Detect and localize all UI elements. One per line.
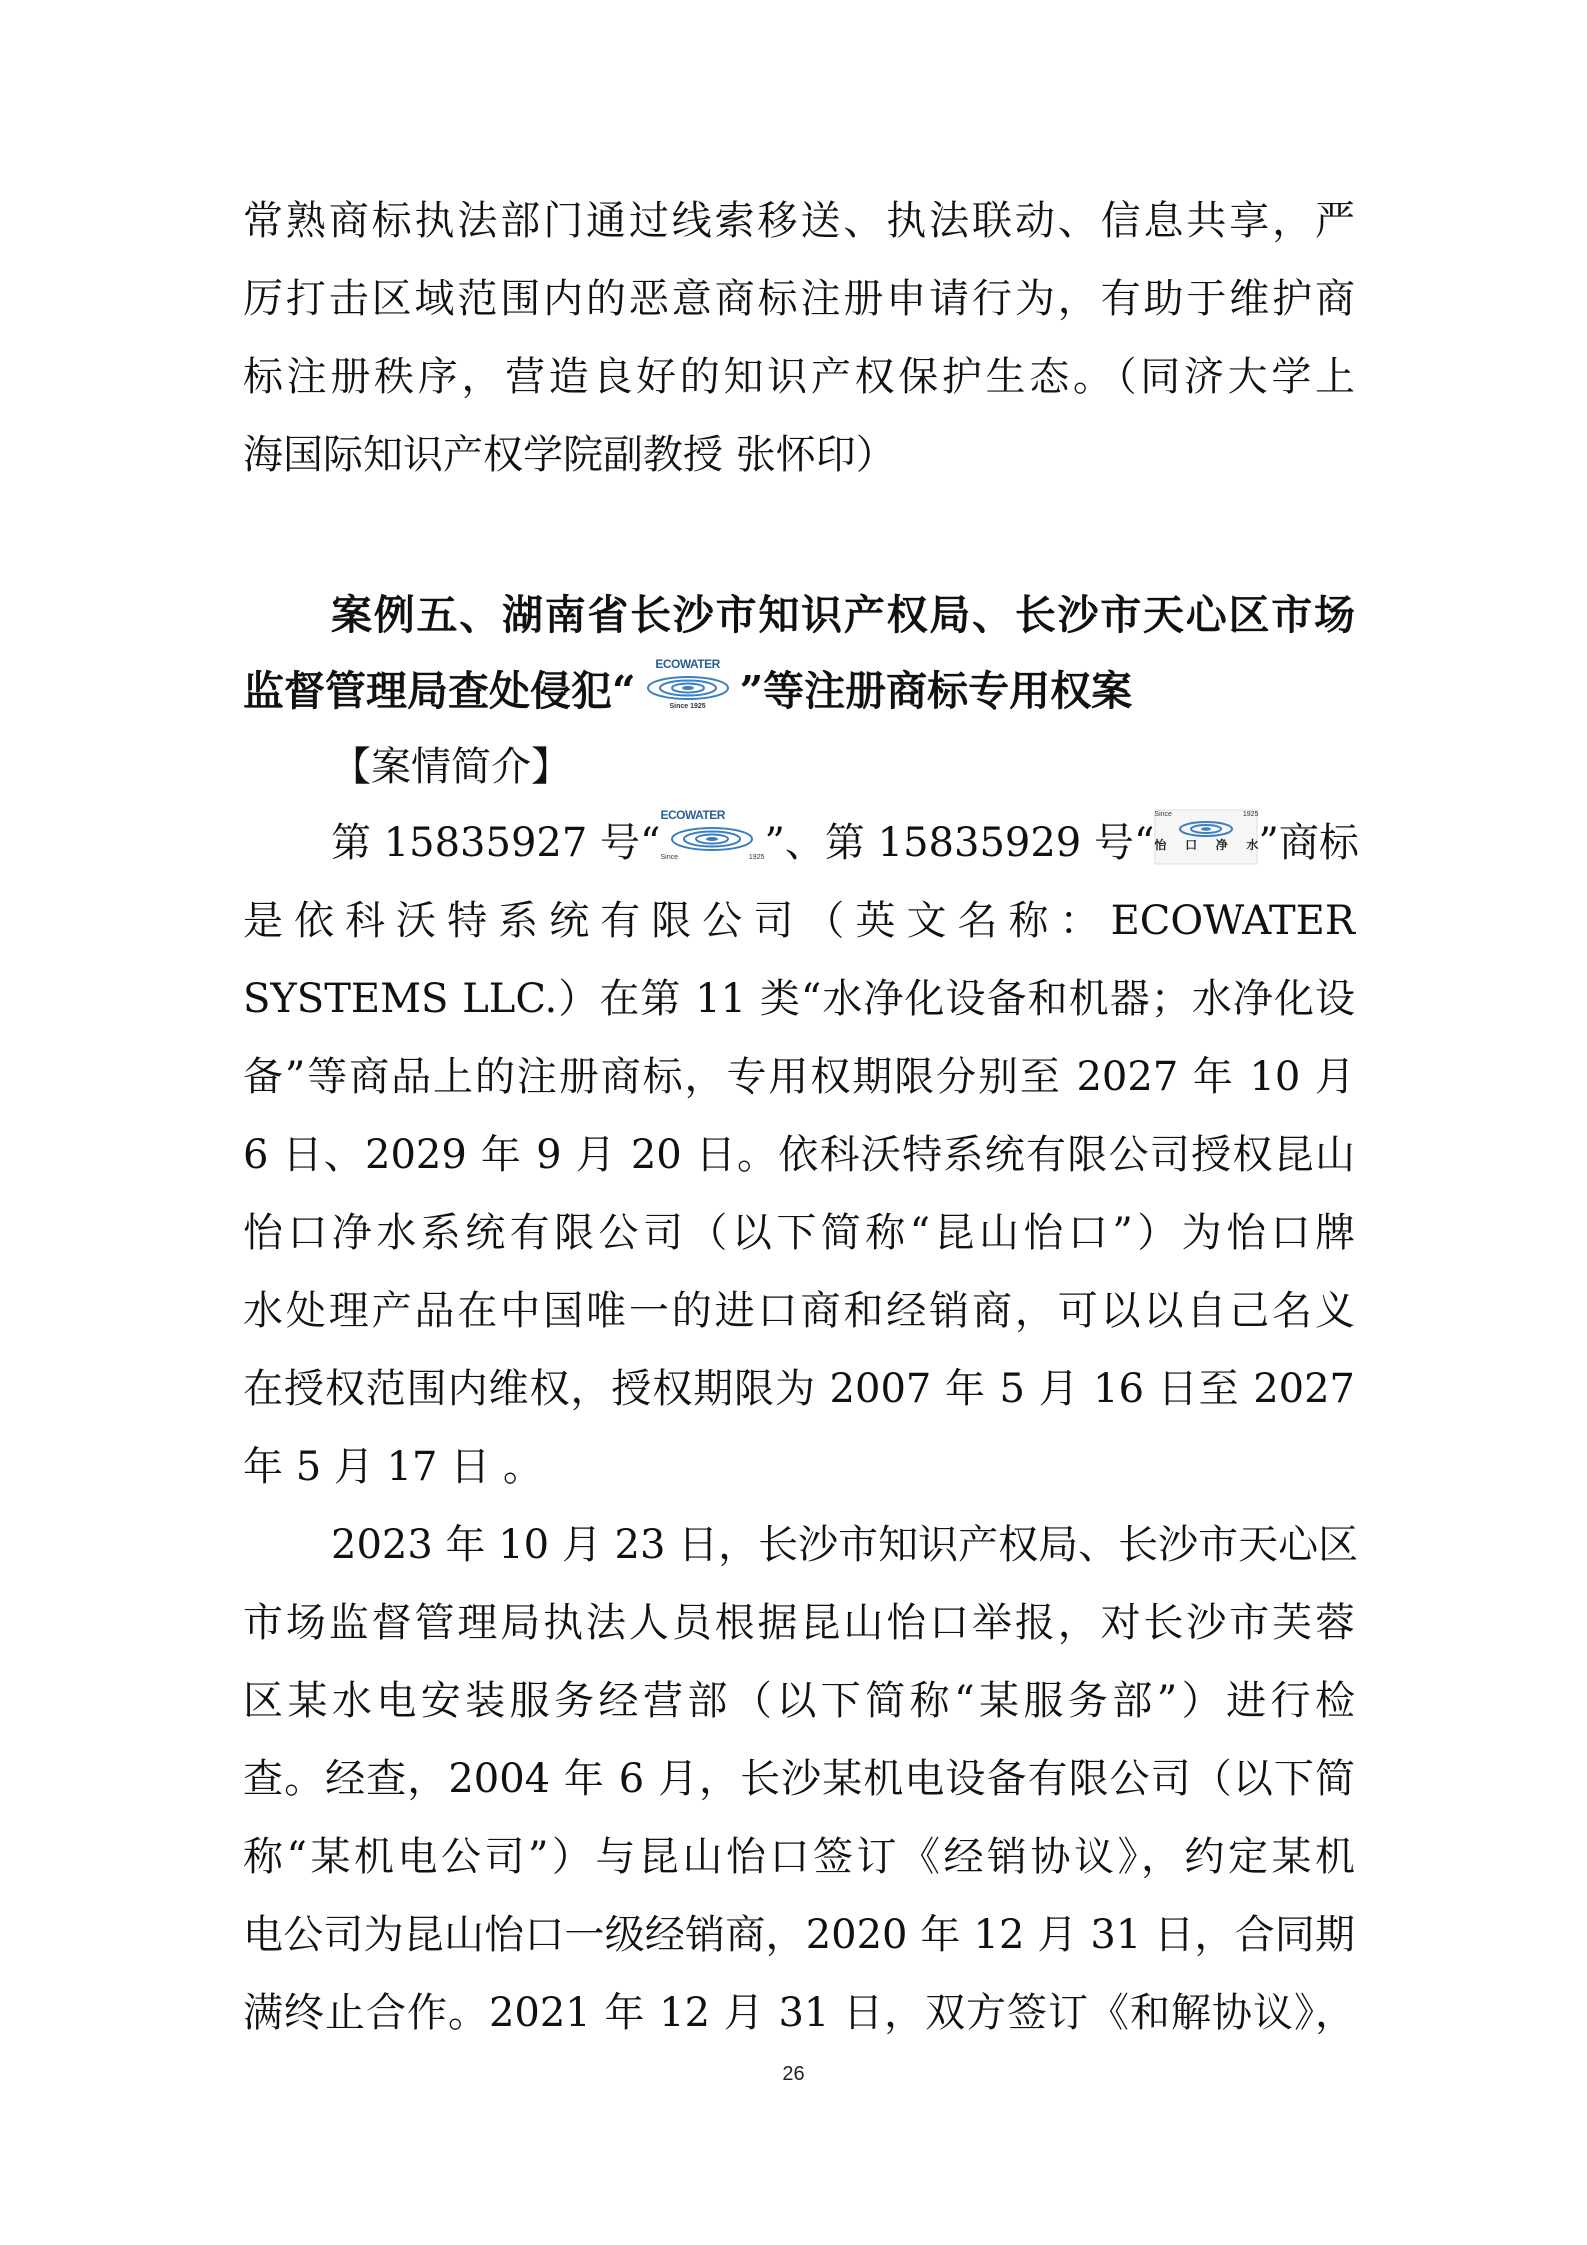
logo-bottom-text: Since 1925 <box>669 702 706 710</box>
text-line: 备”等商品上的注册商标，专用权期限分别至 2027 年 10 月 <box>243 1054 1355 1100</box>
logo-top-text: ECOWATER <box>655 656 720 671</box>
para1-line-1 <box>331 808 1359 869</box>
trademark-number-1: 第 15835927 号“ <box>331 820 661 866</box>
text-line: 怡口净水系统有限公司（以下简称“昆山怡口”）为怡口牌 <box>243 1210 1355 1256</box>
text-line: 满终止合作。2021 年 12 月 31 日，双方签订《和解协议》， <box>243 1990 1355 2036</box>
yikou-water-logo-icon <box>1154 809 1258 865</box>
text-line: 区某水电安装服务经营部（以下简称“某服务部”）进行检 <box>243 1678 1355 1724</box>
text-line: 称“某机电公司”）与昆山怡口签订《经销协议》，约定某机 <box>243 1834 1355 1880</box>
case-title-before: 监督管理局查处侵犯“ <box>243 667 636 715</box>
ecowater-logo-icon <box>660 809 764 865</box>
text-line: 水处理产品在中国唯一的进口商和经销商，可以以自己名义 <box>243 1288 1355 1334</box>
text-line: 海国际知识产权学院副教授 张怀印） <box>243 432 896 478</box>
case-title-after: ”等注册商标专用权案 <box>739 667 1133 715</box>
logo-bottom-text: Since 1925 <box>660 854 765 861</box>
text-line: 是依科沃特系统有限公司（英文名称：ECOWATER <box>243 898 1355 944</box>
page-number: 26 <box>782 2063 805 2085</box>
text-line: 标注册秩序，营造良好的知识产权保护生态。（同济大学上 <box>243 354 1355 400</box>
logo-chinese-text: 怡口净水 <box>1154 838 1259 852</box>
text-line: SYSTEMS LLC.）在第 11 类“水净化设备和机器；水净化设 <box>243 976 1355 1022</box>
text-line: 2023 年 10 月 23 日，长沙市知识产权局、长沙市天心区 <box>331 1522 1359 1568</box>
trademark-suffix: ”商标 <box>1258 820 1359 866</box>
text-line: 厉打击区域范围内的恶意商标注册申请行为，有助于维护商 <box>243 276 1355 322</box>
text-line: 市场监督管理局执法人员根据昆山怡口举报，对长沙市芙蓉 <box>243 1600 1355 1646</box>
text-line: 在授权范围内维权，授权期限为 2007 年 5 月 16 日至 2027 <box>243 1366 1355 1412</box>
logo-since-text: Since 1925 <box>1154 811 1259 818</box>
text-line: 6 日、2029 年 9 月 20 日。依科沃特系统有限公司授权昆山 <box>243 1132 1355 1178</box>
trademark-number-2: ”、第 15835929 号“ <box>764 820 1155 866</box>
logo-top-text: ECOWATER <box>660 808 725 822</box>
case-title-line-1: 案例五、湖南省长沙市知识产权局、长沙市天心区市场 <box>331 591 1355 639</box>
text-line: 常熟商标执法部门通过线索移送、执法联动、信息共享，严 <box>243 198 1355 244</box>
text-line: 电公司为昆山怡口一级经销商，2020 年 12 月 31 日，合同期 <box>243 1912 1355 1958</box>
text-line: 年 5 月 17 日 。 <box>243 1444 543 1490</box>
section-heading: 【案情简介】 <box>331 744 571 790</box>
text-line: 查。经查，2004 年 6 月，长沙某机电设备有限公司（以下简 <box>243 1756 1355 1802</box>
ecowater-logo-icon <box>636 658 740 714</box>
case-title-line-2 <box>243 656 1355 717</box>
